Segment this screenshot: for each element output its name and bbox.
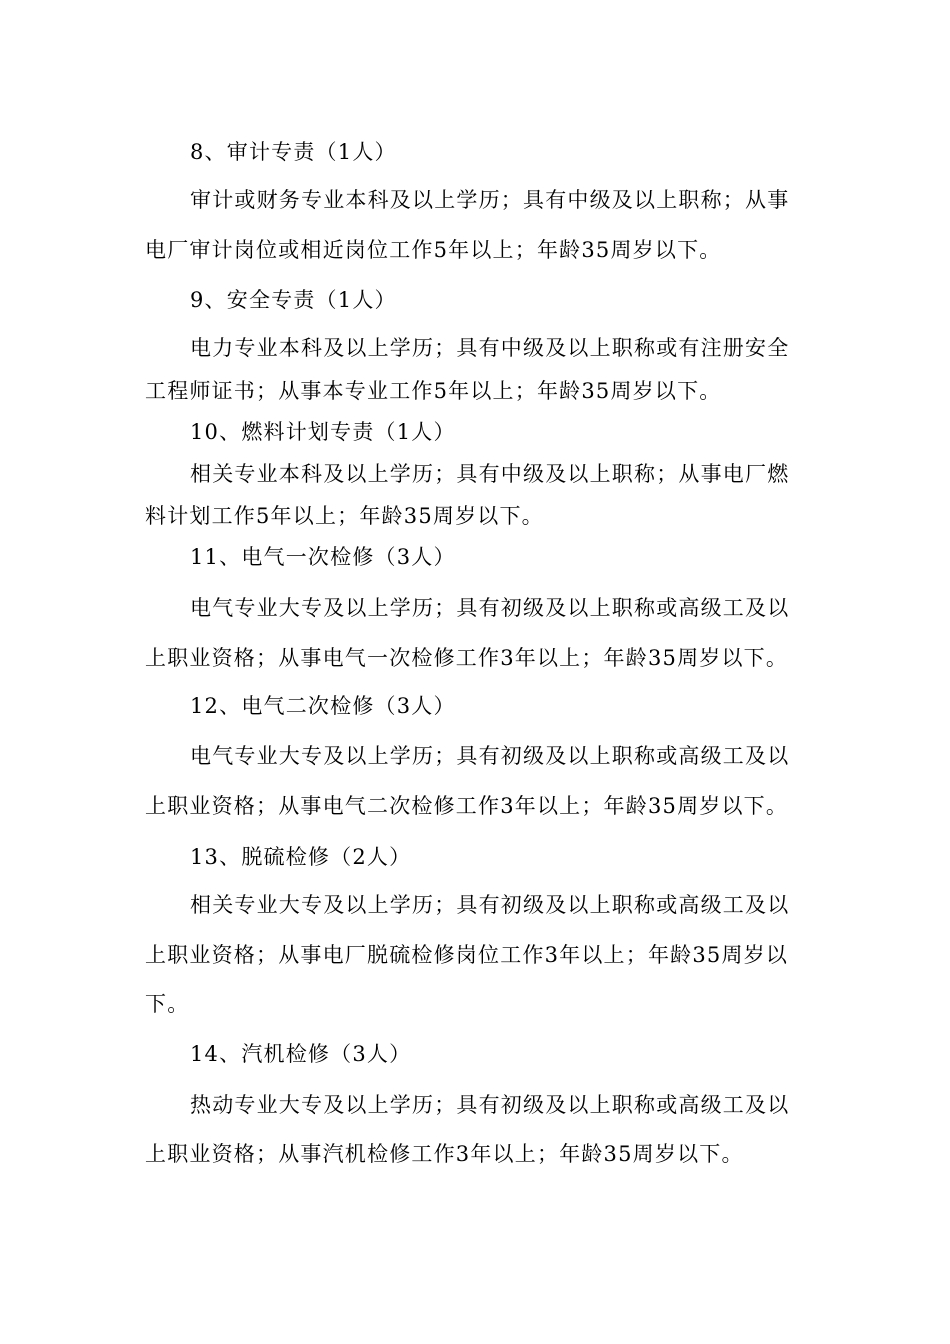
paragraph-line: 相关专业大专及以上学历；具有初级及以上职称或高级工及以	[190, 893, 790, 917]
paragraph-line: 上职业资格；从事汽机检修工作3年以上；年龄35周岁以下。	[145, 1142, 744, 1166]
paragraph-line: 上职业资格；从事电气二次检修工作3年以上；年龄35周岁以下。	[145, 794, 789, 818]
paragraph-line: 电厂审计岗位或相近岗位工作5年以上；年龄35周岁以下。	[145, 238, 722, 262]
paragraph-line: 工程师证书；从事本专业工作5年以上；年龄35周岁以下。	[145, 379, 722, 403]
section-heading: 9、安全专责（1人）	[190, 288, 397, 312]
paragraph-line: 上职业资格；从事电气一次检修工作3年以上；年龄35周岁以下。	[145, 646, 789, 670]
section-heading: 14、汽机检修（3人）	[190, 1042, 412, 1066]
paragraph-line: 相关专业本科及以上学历；具有中级及以上职称；从事电厂燃	[190, 462, 790, 486]
section-heading: 10、燃料计划专责（1人）	[190, 420, 456, 444]
section-heading: 12、电气二次检修（3人）	[190, 694, 456, 718]
paragraph-line: 上职业资格；从事电厂脱硫检修岗位工作3年以上；年龄35周岁以	[145, 943, 789, 967]
paragraph-line: 审计或财务专业本科及以上学历；具有中级及以上职称；从事	[190, 188, 790, 212]
section-heading: 11、电气一次检修（3人）	[190, 545, 456, 569]
paragraph-line: 下。	[145, 992, 190, 1016]
paragraph-line: 热动专业大专及以上学历；具有初级及以上职称或高级工及以	[190, 1093, 790, 1117]
paragraph-line: 电气专业大专及以上学历；具有初级及以上职称或高级工及以	[190, 596, 790, 620]
section-heading: 13、脱硫检修（2人）	[190, 845, 412, 869]
paragraph-line: 电气专业大专及以上学历；具有初级及以上职称或高级工及以	[190, 744, 790, 768]
paragraph-line: 料计划工作5年以上；年龄35周岁以下。	[145, 504, 544, 528]
paragraph-line: 电力专业本科及以上学历；具有中级及以上职称或有注册安全	[190, 336, 790, 360]
section-heading: 8、审计专责（1人）	[190, 140, 397, 164]
